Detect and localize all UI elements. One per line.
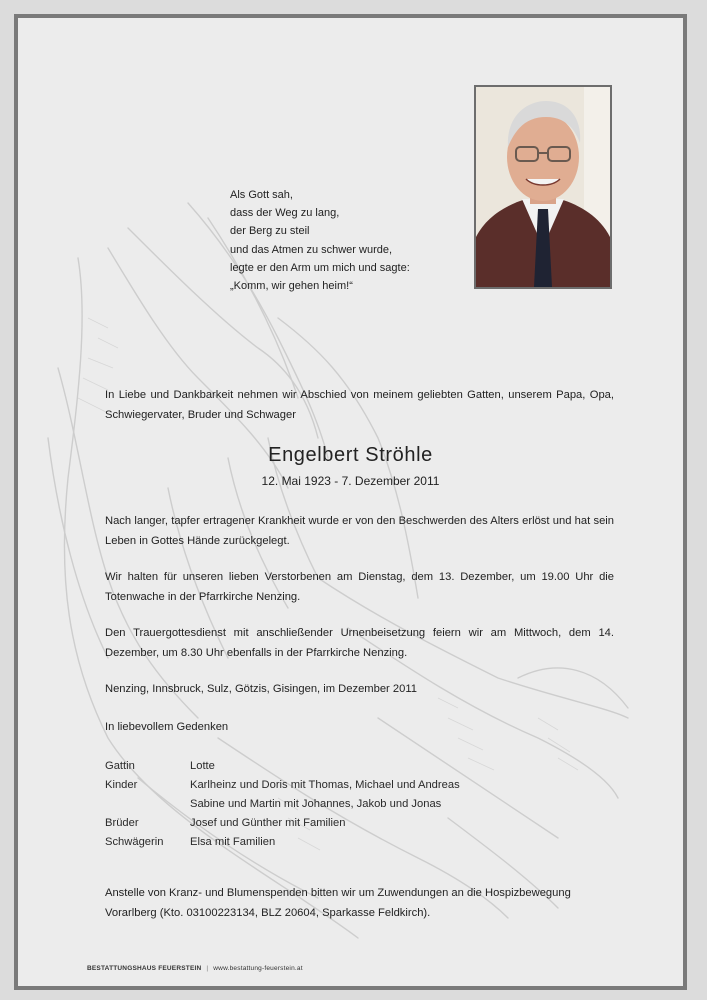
poem-line: „Komm, wir gehen heim!“ [230,280,353,293]
deceased-name: Engelbert Ströhle [268,444,433,466]
mourner-relation: Schwägerin [105,836,164,848]
poem-line: und das Atmen zu schwer wurde, [230,243,393,256]
mourner-relation: Brüder [105,817,139,829]
poem-line: legte er den Arm um mich und sagte: [230,261,410,274]
poem-line: Als Gott sah, [230,189,293,201]
mourner-names: Sabine und Martin mit Johannes, Jakob und Jonas [190,798,442,810]
mourner-relation: Kinder [105,779,138,791]
mourner-names: Karlheinz und Doris mit Thomas, Michael und Andreas [190,779,460,791]
portrait-image [476,87,610,287]
mourner-names: Elsa mit Familien [190,836,276,848]
obituary-page [14,14,687,990]
mourner-names: Josef und Günther mit Familien [190,817,346,829]
memory-line: In liebevollem Gedenken [105,721,229,733]
portrait-photo [474,85,612,289]
poem-line: der Berg zu steil [230,225,310,238]
footer [87,965,303,972]
poem-line: dass der Weg zu lang, [230,207,340,220]
donation-note: Anstelle von Kranz- und Blumenspenden bitten wir um Zuwendungen an die Hospizbewegung Vorarlberg (Kto. 03100223134, BLZ 20604, Sparkasse Feldkirch). [105,887,571,919]
footer-separator: | [206,965,209,972]
funeral-home-name: BESTATTUNGSHAUS FEUERSTEIN [87,965,202,972]
mourner-names: Lotte [190,760,215,772]
mourner-relation: Gattin [105,760,135,772]
wake-paragraph: Wir halten für unseren lieben Verstorbenen am Dienstag, dem 13. Dezember, um 19.00 Uhr die Totenwache in der Pfarrkirche Nenzing. [105,571,614,603]
funeral-home-url: www.bestattung-feuerstein.at [213,965,303,972]
places-line: Nenzing, Innsbruck, Sulz, Götzis, Gisingen, im Dezember 2011 [105,683,417,695]
funeral-paragraph: Den Trauergottesdienst mit anschließender Urnenbeisetzung feiern wir am Mittwoch, dem 14. Dezember, um 8.30 Uhr ebenfalls in der Pfarrkirche Nenzing. [105,627,614,659]
life-dates: 12. Mai 1923 - 7. Dezember 2011 [261,474,440,488]
illness-paragraph: Nach langer, tapfer ertragener Krankheit wurde er von den Beschwerden des Alters erlöst und hat sein Leben in Gottes Hände zurückgelegt. [105,515,614,547]
intro-text: In Liebe und Dankbarkeit nehmen wir Abschied von meinem geliebten Gatten, unserem Papa, Opa, Schwiegervater, Bruder und Schwager [105,389,614,421]
poem [230,186,410,295]
